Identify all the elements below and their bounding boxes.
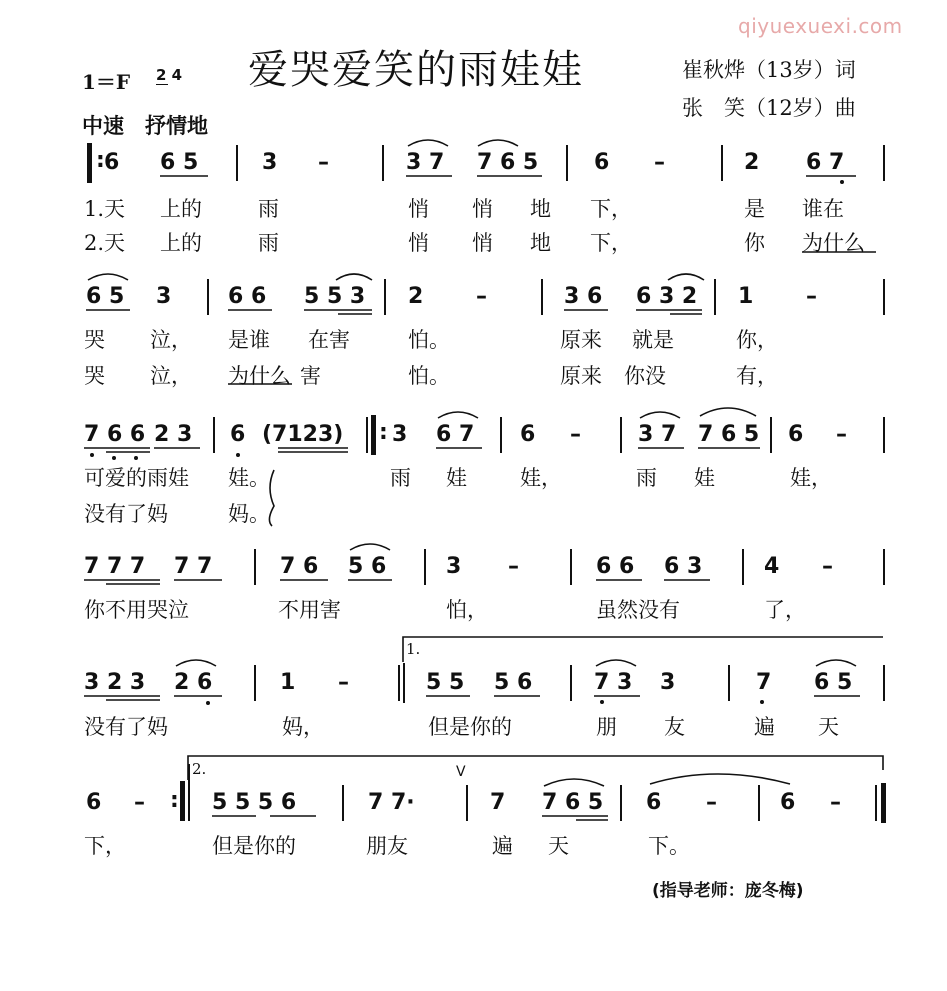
- note: 7 7·: [368, 790, 415, 815]
- lyric: 但是你的: [212, 834, 296, 858]
- lyric: 悄: [472, 197, 493, 221]
- lyric: 朋友: [366, 834, 408, 858]
- note: 7 7: [174, 554, 213, 579]
- note: 3: [660, 670, 676, 695]
- note: (7123): [262, 422, 344, 447]
- lyric: 雨: [390, 466, 411, 490]
- note: 6: [520, 422, 536, 447]
- time-signature-top: 2: [156, 66, 167, 84]
- composer-credit: 张 笑（12岁）曲: [682, 96, 856, 120]
- note: 1: [280, 670, 296, 695]
- lyric: 雨: [258, 231, 279, 255]
- low-octave-dot: [206, 701, 210, 705]
- volta-2-bracket: [188, 756, 883, 780]
- slur: [88, 274, 128, 280]
- note: 6: [646, 790, 662, 815]
- slur: [408, 140, 448, 146]
- note: –: [654, 150, 665, 175]
- lyric: 下，: [84, 834, 126, 858]
- lyric: 可爱的雨娃: [84, 466, 189, 490]
- lyric: 了，: [764, 598, 806, 622]
- lyric: 天: [818, 715, 839, 739]
- lyric: 1.天: [84, 197, 126, 221]
- note: 6: [230, 422, 246, 447]
- note: –: [570, 422, 581, 447]
- low-octave-dot: [112, 456, 116, 460]
- lyric: 哭: [84, 364, 105, 388]
- lyric: 为什么: [802, 231, 865, 255]
- lyric: 怕。: [408, 364, 450, 388]
- slur: [350, 544, 390, 550]
- lyric: 有，: [736, 364, 778, 388]
- lyric: 娃，: [790, 466, 832, 490]
- lyric: 谁在: [802, 197, 844, 221]
- tempo-marking: 中速 抒情地: [82, 114, 208, 138]
- note: –: [508, 554, 519, 579]
- note: 3 7: [638, 422, 677, 447]
- lyric: 但是你的: [428, 715, 512, 739]
- low-octave-dot: [90, 453, 94, 457]
- note: 7 6 6: [84, 422, 146, 447]
- slur: [816, 660, 856, 666]
- note: 6 6: [596, 554, 635, 579]
- note: 5 5 5 6: [212, 790, 297, 815]
- note: 7 6 5: [542, 790, 604, 815]
- note: 6 6: [228, 284, 267, 309]
- lyric: 你不用哭泣: [84, 598, 189, 622]
- lyric: 悄: [408, 197, 429, 221]
- lyric: 你，: [736, 328, 778, 352]
- lyric: 妈。: [228, 502, 270, 526]
- note: 3: [392, 422, 408, 447]
- note: 6: [104, 150, 120, 175]
- lyric: 悄: [408, 231, 429, 255]
- lyric: 怕，: [446, 598, 488, 622]
- lyric: 雨: [636, 466, 657, 490]
- note: 3: [446, 554, 462, 579]
- lyric: 原来: [560, 364, 602, 388]
- lyric: 天: [548, 834, 569, 858]
- lyric: 娃: [446, 466, 467, 490]
- note: 6 7: [806, 150, 845, 175]
- note: 3 2 3: [84, 670, 146, 695]
- note: –: [338, 670, 349, 695]
- note: –: [706, 790, 717, 815]
- note: 5 5: [426, 670, 465, 695]
- teacher-credit: (指导老师：庞冬梅): [652, 881, 804, 901]
- note: 6: [86, 790, 102, 815]
- lyric: 泣，: [150, 328, 192, 352]
- lyric: 雨: [258, 197, 279, 221]
- lyric: 地: [530, 197, 551, 221]
- note: 7: [490, 790, 506, 815]
- note: 2 3: [154, 422, 193, 447]
- note: 3 6: [564, 284, 603, 309]
- low-octave-dot: [840, 180, 844, 184]
- note: 7 7 7: [84, 554, 146, 579]
- lyric: 你没: [624, 364, 666, 388]
- slur: [650, 774, 790, 784]
- lyric: 上的: [160, 197, 202, 221]
- lyric: 哭: [84, 328, 105, 352]
- lyric: 害: [300, 364, 321, 388]
- lyric: 虽然没有: [596, 598, 680, 622]
- slur: [438, 412, 478, 418]
- note: 7 3: [594, 670, 633, 695]
- slur: [668, 274, 704, 280]
- note: 1: [738, 284, 754, 309]
- note: 2: [744, 150, 760, 175]
- lyric: 娃: [694, 466, 715, 490]
- lyric: 妈，: [282, 715, 324, 739]
- note: –: [836, 422, 847, 447]
- note: 7 6 5: [698, 422, 760, 447]
- note: 7: [756, 670, 772, 695]
- note: 4: [764, 554, 780, 579]
- lyric: 娃，: [520, 466, 562, 490]
- lyric: 遍: [492, 834, 513, 858]
- volta-1-bracket: [403, 637, 883, 662]
- note: 3: [156, 284, 172, 309]
- breath-mark: V: [456, 764, 466, 780]
- note: –: [806, 284, 817, 309]
- lyricist-credit: 崔秋烨（13岁）词: [682, 58, 856, 82]
- lyric: 没有了妈: [84, 502, 168, 526]
- slur: [700, 408, 756, 416]
- slur: [544, 779, 604, 786]
- lyric: 下。: [648, 834, 690, 858]
- low-octave-dot: [760, 700, 764, 704]
- note: 6 7: [436, 422, 475, 447]
- low-octave-dot: [600, 700, 604, 704]
- note: 6 3 2: [636, 284, 698, 309]
- lyric: 2.天: [84, 231, 126, 255]
- song-title: 爱哭爱笑的雨娃娃: [248, 47, 584, 93]
- lyric: 泣，: [150, 364, 192, 388]
- note: –: [830, 790, 841, 815]
- lyric: 你: [744, 231, 765, 255]
- note: 6: [780, 790, 796, 815]
- note: 2: [408, 284, 424, 309]
- lyric: 地: [530, 231, 551, 255]
- brace: [269, 470, 274, 526]
- lyric: 下，: [590, 197, 632, 221]
- note: 7 6 5: [477, 150, 539, 175]
- note: 3: [262, 150, 278, 175]
- note: 6: [594, 150, 610, 175]
- slur: [336, 274, 372, 280]
- note: 3 7: [406, 150, 445, 175]
- note: –: [134, 790, 145, 815]
- low-octave-dot: [236, 453, 240, 457]
- lyric: 在害: [308, 328, 350, 352]
- lyric: 怕。: [408, 328, 450, 352]
- slur: [640, 412, 680, 418]
- lyric: 为什么: [228, 364, 291, 388]
- lyric: 就是: [632, 328, 674, 352]
- time-signature-bottom: 4: [171, 66, 183, 84]
- lyric: 上的: [160, 231, 202, 255]
- note: –: [476, 284, 487, 309]
- lyric: 没有了妈: [84, 715, 168, 739]
- lyric: 是: [744, 197, 765, 221]
- note: –: [822, 554, 833, 579]
- lyric: 下，: [590, 231, 632, 255]
- lyric: 友: [664, 715, 685, 739]
- lyric: 遍: [754, 715, 775, 739]
- slur: [596, 660, 636, 666]
- lyric: 是谁: [228, 328, 270, 352]
- key-signature: 1＝F: [82, 70, 131, 94]
- volta-1-label: 1.: [406, 640, 421, 658]
- note: 2 6: [174, 670, 213, 695]
- watermark: qiyuexuexi.com: [738, 14, 903, 38]
- note: 6 3: [664, 554, 703, 579]
- note: 5 6: [494, 670, 533, 695]
- note: 5 5 3: [304, 284, 366, 309]
- note: 6 5: [86, 284, 125, 309]
- lyric: 朋: [596, 715, 617, 739]
- volta-2-label: 2.: [192, 760, 207, 778]
- note: 6 5: [814, 670, 853, 695]
- slur: [176, 660, 216, 666]
- note: 6: [788, 422, 804, 447]
- lyric: 原来: [560, 328, 602, 352]
- note: 7 6: [280, 554, 319, 579]
- note: 6 5: [160, 150, 199, 175]
- note: 5 6: [348, 554, 387, 579]
- lyric: 娃。: [228, 466, 270, 490]
- note: –: [318, 150, 329, 175]
- slur: [478, 140, 518, 146]
- lyric: 不用害: [278, 598, 341, 622]
- lyric: 悄: [472, 231, 493, 255]
- low-octave-dot: [134, 456, 138, 460]
